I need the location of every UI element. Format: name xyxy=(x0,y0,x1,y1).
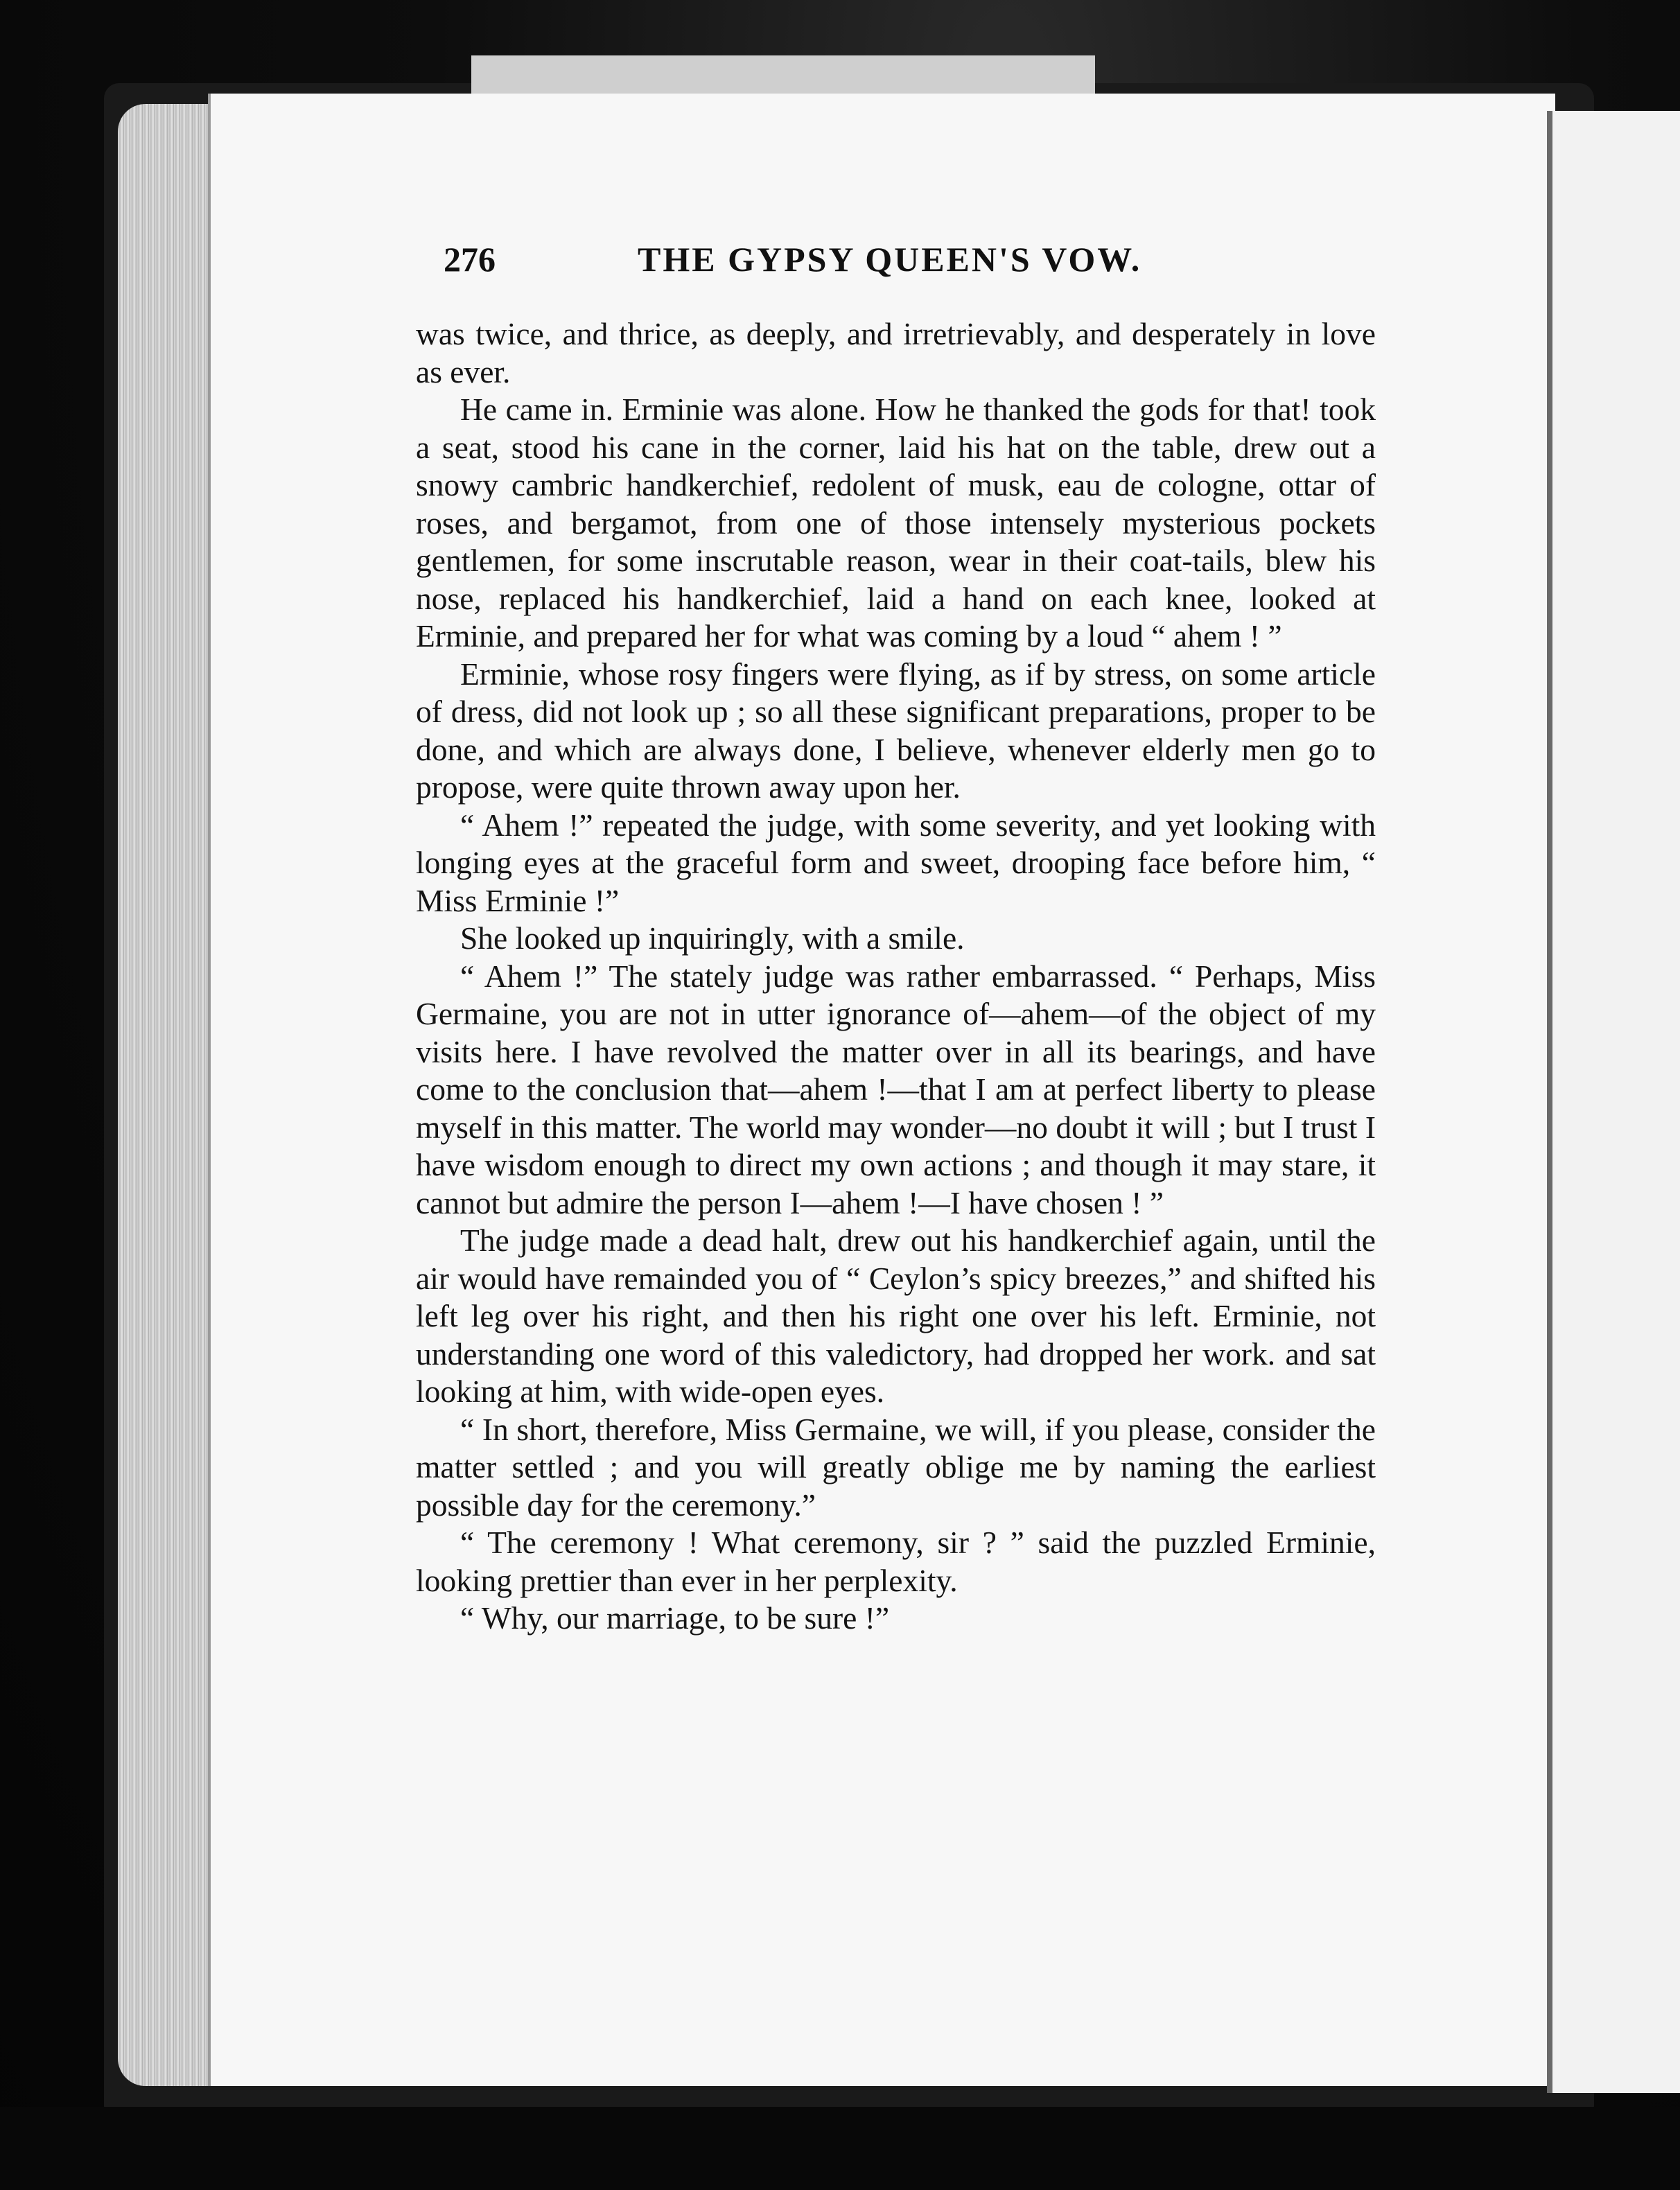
body-text xyxy=(416,315,1376,1638)
running-title: THE GYPSY QUEEN'S VOW. xyxy=(638,240,1142,279)
page-edges xyxy=(118,104,222,2086)
paragraph: She looked up inquiringly, with a smile. xyxy=(460,920,965,956)
paragraph: Erminie, whose rosy fingers were flying, as if by stress, on some article of dress, did not look up ; so all these significant preparations, proper to be done, and which are always done, I believe, whenever elderly men go to propose, were quite thrown away upon her. xyxy=(416,656,1376,805)
paragraph: “ Ahem !” The stately judge was rather embarrassed. “ Perhaps, Miss Germaine, you are not in utter ignorance of—ahem—of the object of my visits here. I have revolved the matter over in all its bearings, and have come to the conclusion that—ahem !—that I am at perfect liberty to please myself in this matter. The world may wonder—no doubt it will ; but I trust I have wisdom enough to direct my own actions ; and though it may stare, it cannot but admire the person I—ahem !—I have chosen ! ” xyxy=(416,958,1376,1220)
paragraph: “ In short, therefore, Miss Germaine, we will, if you please, consider the matter settled ; and you will greatly oblige me by naming the earliest possible day for the ceremony.” xyxy=(416,1411,1376,1523)
paragraph: The judge made a dead halt, drew out his handkerchief again, until the air would have remainded you of “ Ceylon’s spicy breezes,” and shifted his left leg over his right, and then his right one over his left. Erminie, not understanding one word of this valedictory, had dropped her work. and sat looking at him, with wide-open eyes. xyxy=(416,1223,1376,1409)
facing-page-edge xyxy=(1547,111,1680,2093)
paragraph: was twice, and thrice, as deeply, and irretrievably, and desperately in love as ever. xyxy=(416,316,1376,389)
paragraph: He came in. Erminie was alone. How he thanked the gods for that! took a seat, stood his cane in the corner, laid his hat on the table, drew out a snowy cambric handkerchief, redolent of musk, eau de cologne, ottar of roses, and bergamot, from one of those intensely mysterious pockets gentlemen, for some inscrutable reason, wear in their coat-tails, blew his nose, replaced his handkerchief, laid a hand on each knee, looked at Erminie, and prepared her for what was coming by a loud “ ahem ! ” xyxy=(416,392,1376,654)
page-header xyxy=(444,239,1379,295)
paragraph: “ Why, our marriage, to be sure !” xyxy=(460,1600,890,1636)
bottom-shadow xyxy=(0,2107,1680,2190)
page-number: 276 xyxy=(444,240,496,279)
paragraph: “ Ahem !” repeated the judge, with some severity, and yet looking with longing eyes at the graceful form and sweet, drooping face before him, “ Miss Erminie !” xyxy=(416,807,1376,918)
paragraph: “ The ceremony ! What ceremony, sir ? ” said the puzzled Erminie, looking prettier than ever in her perplexity. xyxy=(416,1525,1376,1598)
